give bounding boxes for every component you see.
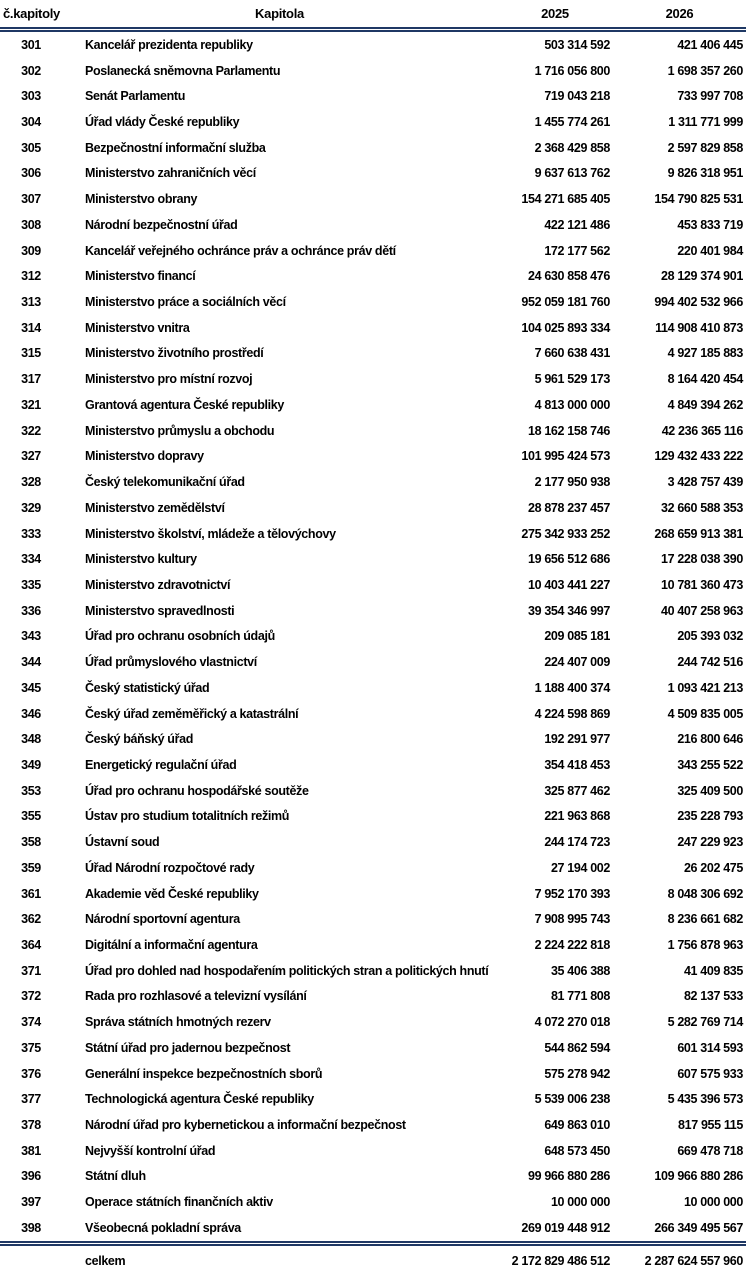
value-2025: 19 656 512 686 bbox=[528, 552, 610, 567]
value-2026: 220 401 984 bbox=[677, 243, 743, 258]
value-2025: 4 072 270 018 bbox=[534, 1015, 610, 1030]
chapter-name: Operace státních finančních aktiv bbox=[85, 1195, 273, 1210]
value-2026: 669 478 718 bbox=[677, 1143, 743, 1158]
chapter-number: 327 bbox=[21, 449, 41, 464]
value-2025: 1 188 400 374 bbox=[534, 680, 610, 695]
chapter-number: 336 bbox=[21, 603, 41, 618]
table-row bbox=[0, 546, 746, 572]
chapter-name: Bezpečnostní informační služba bbox=[85, 140, 266, 155]
chapter-number: 335 bbox=[21, 577, 41, 592]
value-2025: 221 963 868 bbox=[544, 809, 610, 824]
table-row bbox=[0, 598, 746, 624]
table-row bbox=[0, 1189, 746, 1215]
value-2026: 268 659 913 381 bbox=[654, 526, 743, 541]
chapter-name: Ministerstvo průmyslu a obchodu bbox=[85, 423, 275, 438]
table-row bbox=[0, 675, 746, 701]
value-2026: 4 927 185 883 bbox=[667, 346, 743, 361]
chapter-name: Národní sportovní agentura bbox=[85, 912, 240, 927]
value-2025: 648 573 450 bbox=[544, 1143, 610, 1158]
chapter-name: Ministerstvo školství, mládeže a tělovýchovy bbox=[85, 526, 336, 541]
value-2026: 82 137 533 bbox=[683, 989, 743, 1004]
table-row bbox=[0, 186, 746, 212]
chapter-name: Úřad pro ochranu hospodářské soutěže bbox=[85, 783, 309, 798]
value-2026: 8 164 420 454 bbox=[667, 372, 743, 387]
value-2025: 101 995 424 573 bbox=[521, 449, 610, 464]
value-2025: 275 342 933 252 bbox=[521, 526, 610, 541]
value-2026: 205 393 032 bbox=[677, 629, 743, 644]
total-row bbox=[0, 1243, 746, 1276]
value-2026: 8 048 306 692 bbox=[667, 886, 743, 901]
chapter-name: Ministerstvo dopravy bbox=[85, 449, 204, 464]
chapter-number: 398 bbox=[21, 1220, 41, 1235]
chapter-number: 358 bbox=[21, 835, 41, 850]
value-2026: 40 407 258 963 bbox=[661, 603, 743, 618]
chapter-name: Ministerstvo práce a sociálních věcí bbox=[85, 295, 286, 310]
value-2026: 129 432 433 222 bbox=[654, 449, 743, 464]
chapter-name: Ministerstvo pro místní rozvoj bbox=[85, 372, 253, 387]
table-footer bbox=[0, 1243, 746, 1276]
value-2026: 3 428 757 439 bbox=[667, 475, 743, 490]
table-row bbox=[0, 238, 746, 264]
value-2026: 601 314 593 bbox=[677, 1040, 743, 1055]
value-2025: 99 966 880 286 bbox=[528, 1169, 610, 1184]
value-2026: 5 435 396 573 bbox=[667, 1092, 743, 1107]
chapter-number: 314 bbox=[21, 320, 41, 335]
chapter-name: Úřad pro ochranu osobních údajů bbox=[85, 629, 275, 644]
value-2025: 10 000 000 bbox=[550, 1195, 610, 1210]
chapter-number: 377 bbox=[21, 1092, 41, 1107]
value-2026: 10 000 000 bbox=[683, 1195, 743, 1210]
value-2026: 28 129 374 901 bbox=[661, 269, 743, 284]
chapter-number: 376 bbox=[21, 1066, 41, 1081]
value-2026: 1 698 357 260 bbox=[667, 63, 743, 78]
value-2026: 42 236 365 116 bbox=[661, 423, 743, 438]
header-year-2025: 2025 bbox=[497, 0, 613, 30]
value-2026: 325 409 500 bbox=[677, 783, 743, 798]
value-2026: 1 093 421 213 bbox=[667, 680, 743, 695]
value-2026: 421 406 445 bbox=[677, 37, 743, 52]
chapter-number: 301 bbox=[21, 37, 41, 52]
chapter-number: 305 bbox=[21, 140, 41, 155]
value-2026: 10 781 360 473 bbox=[661, 577, 743, 592]
value-2026: 17 228 038 390 bbox=[661, 552, 743, 567]
table-row bbox=[0, 341, 746, 367]
table-row bbox=[0, 1035, 746, 1061]
value-2026: 453 833 719 bbox=[677, 217, 743, 232]
chapter-name: Státní úřad pro jadernou bezpečnost bbox=[85, 1040, 291, 1055]
table-row bbox=[0, 315, 746, 341]
value-2026: 114 908 410 873 bbox=[655, 320, 743, 335]
chapter-number: 345 bbox=[21, 680, 41, 695]
table-row bbox=[0, 932, 746, 958]
table-row bbox=[0, 366, 746, 392]
table-row bbox=[0, 1061, 746, 1087]
table-row bbox=[0, 83, 746, 109]
table-row bbox=[0, 58, 746, 84]
chapter-name: Nejvyšší kontrolní úřad bbox=[85, 1143, 216, 1158]
value-2025: 154 271 685 405 bbox=[521, 192, 610, 207]
table-header bbox=[0, 0, 746, 30]
chapter-number: 359 bbox=[21, 860, 41, 875]
total-value-2025: 2 172 829 486 512 bbox=[497, 1243, 613, 1276]
value-2025: 5 539 006 238 bbox=[534, 1092, 610, 1107]
value-2026: 109 966 880 286 bbox=[654, 1169, 743, 1184]
chapter-name: Úřad Národní rozpočtové rady bbox=[85, 860, 255, 875]
value-2025: 952 059 181 760 bbox=[521, 295, 610, 310]
chapter-number: 349 bbox=[21, 757, 41, 772]
table-row bbox=[0, 469, 746, 495]
value-2025: 4 813 000 000 bbox=[534, 397, 610, 412]
value-2025: 2 177 950 938 bbox=[534, 475, 610, 490]
table-row bbox=[0, 906, 746, 932]
chapter-number: 328 bbox=[21, 475, 41, 490]
table-row bbox=[0, 392, 746, 418]
chapter-number: 397 bbox=[21, 1195, 41, 1210]
table-row bbox=[0, 649, 746, 675]
value-2026: 1 756 878 963 bbox=[667, 938, 743, 953]
chapter-name: Správa státních hmotných rezerv bbox=[85, 1015, 271, 1030]
chapter-name: Ministerstvo financí bbox=[85, 269, 196, 284]
value-2025: 39 354 346 997 bbox=[528, 603, 610, 618]
value-2026: 235 228 793 bbox=[677, 809, 743, 824]
value-2026: 247 229 923 bbox=[677, 835, 743, 850]
chapter-number: 304 bbox=[21, 115, 41, 130]
chapter-name: Ministerstvo vnitra bbox=[85, 320, 190, 335]
chapter-number: 303 bbox=[21, 89, 41, 104]
value-2025: 4 224 598 869 bbox=[534, 706, 610, 721]
value-2026: 607 575 933 bbox=[677, 1066, 743, 1081]
value-2025: 104 025 893 334 bbox=[521, 320, 610, 335]
chapter-number: 361 bbox=[21, 886, 41, 901]
chapter-number: 302 bbox=[21, 63, 41, 78]
table-row bbox=[0, 521, 746, 547]
chapter-number: 355 bbox=[21, 809, 41, 824]
value-2025: 7 908 995 743 bbox=[534, 912, 610, 927]
chapter-name: Ministerstvo životního prostředí bbox=[85, 346, 264, 361]
table-row bbox=[0, 444, 746, 470]
value-2025: 575 278 942 bbox=[544, 1066, 610, 1081]
chapter-name: Všeobecná pokladní správa bbox=[85, 1220, 241, 1235]
chapter-number: 374 bbox=[21, 1015, 41, 1030]
table-row bbox=[0, 135, 746, 161]
chapter-number: 329 bbox=[21, 500, 41, 515]
chapter-number: 306 bbox=[21, 166, 41, 181]
chapter-name: Český úřad zeměměřický a katastrální bbox=[85, 706, 299, 721]
value-2025: 1 716 056 800 bbox=[534, 63, 610, 78]
value-2025: 81 771 808 bbox=[550, 989, 610, 1004]
chapter-number: 334 bbox=[21, 552, 41, 567]
chapter-name: Ústav pro studium totalitních režimů bbox=[85, 809, 290, 824]
value-2025: 354 418 453 bbox=[544, 757, 610, 772]
chapter-number: 375 bbox=[21, 1040, 41, 1055]
table-row bbox=[0, 495, 746, 521]
chapter-name: Ministerstvo kultury bbox=[85, 552, 197, 567]
value-2025: 209 085 181 bbox=[544, 629, 610, 644]
value-2025: 18 162 158 746 bbox=[528, 423, 610, 438]
table-body bbox=[0, 30, 746, 1244]
chapter-name: Energetický regulační úřad bbox=[85, 757, 237, 772]
chapter-number: 364 bbox=[21, 938, 41, 953]
table-row bbox=[0, 212, 746, 238]
value-2025: 503 314 592 bbox=[544, 37, 610, 52]
value-2026: 4 509 835 005 bbox=[667, 706, 743, 721]
table-row bbox=[0, 263, 746, 289]
value-2025: 27 194 002 bbox=[550, 860, 610, 875]
chapter-number: 378 bbox=[21, 1118, 41, 1133]
value-2025: 172 177 562 bbox=[544, 243, 610, 258]
value-2025: 224 407 009 bbox=[544, 655, 610, 670]
chapter-name: Ústavní soud bbox=[85, 835, 160, 850]
chapter-number: 346 bbox=[21, 706, 41, 721]
value-2026: 26 202 475 bbox=[683, 860, 743, 875]
value-2025: 544 862 594 bbox=[544, 1040, 610, 1055]
chapter-name: Ministerstvo zahraničních věcí bbox=[85, 166, 256, 181]
table-row bbox=[0, 1138, 746, 1164]
table-row bbox=[0, 752, 746, 778]
table-row bbox=[0, 30, 746, 58]
chapter-number: 343 bbox=[21, 629, 41, 644]
header-year-2026: 2026 bbox=[613, 0, 746, 30]
chapter-name: Český telekomunikační úřad bbox=[85, 475, 245, 490]
value-2025: 325 877 462 bbox=[544, 783, 610, 798]
chapter-name: Generální inspekce bezpečnostních sborů bbox=[85, 1066, 323, 1081]
chapter-name: Ministerstvo zdravotnictví bbox=[85, 577, 231, 592]
chapter-number: 348 bbox=[21, 732, 41, 747]
header-chapter-number: č.kapitoly bbox=[0, 0, 62, 30]
table-row bbox=[0, 984, 746, 1010]
value-2025: 2 368 429 858 bbox=[534, 140, 610, 155]
value-2026: 9 826 318 951 bbox=[667, 166, 743, 181]
value-2026: 216 800 646 bbox=[677, 732, 743, 747]
value-2026: 994 402 532 966 bbox=[654, 295, 743, 310]
chapter-number: 313 bbox=[21, 295, 41, 310]
chapter-number: 321 bbox=[21, 397, 41, 412]
value-2026: 154 790 825 531 bbox=[654, 192, 743, 207]
value-2026: 32 660 588 353 bbox=[661, 500, 743, 515]
chapter-name: Grantová agentura České republiky bbox=[85, 397, 284, 412]
chapter-name: Národní bezpečnostní úřad bbox=[85, 217, 238, 232]
chapter-number: 372 bbox=[21, 989, 41, 1004]
table-row bbox=[0, 109, 746, 135]
chapter-number: 353 bbox=[21, 783, 41, 798]
header-chapter-name: Kapitola bbox=[62, 0, 497, 30]
chapter-name: Kancelář prezidenta republiky bbox=[85, 37, 253, 52]
value-2025: 7 952 170 393 bbox=[534, 886, 610, 901]
value-2026: 244 742 516 bbox=[677, 655, 743, 670]
chapter-name: Kancelář veřejného ochránce práv a ochránce práv dětí bbox=[85, 243, 396, 258]
chapter-name: Ministerstvo obrany bbox=[85, 192, 198, 207]
value-2025: 10 403 441 227 bbox=[528, 577, 610, 592]
table-row bbox=[0, 804, 746, 830]
chapter-number: 312 bbox=[21, 269, 41, 284]
value-2026: 4 849 394 262 bbox=[667, 397, 743, 412]
value-2025: 7 660 638 431 bbox=[534, 346, 610, 361]
chapter-name: Akademie věd České republiky bbox=[85, 886, 259, 901]
table-row bbox=[0, 1086, 746, 1112]
value-2026: 2 597 829 858 bbox=[667, 140, 743, 155]
chapter-name: Ministerstvo zemědělství bbox=[85, 500, 225, 515]
chapter-name: Český báňský úřad bbox=[85, 732, 193, 747]
chapter-name: Rada pro rozhlasové a televizní vysílání bbox=[85, 989, 307, 1004]
chapter-number: 322 bbox=[21, 423, 41, 438]
table-row bbox=[0, 958, 746, 984]
chapter-number: 396 bbox=[21, 1169, 41, 1184]
total-empty-cell bbox=[0, 1243, 62, 1276]
chapter-number: 307 bbox=[21, 192, 41, 207]
value-2025: 9 637 613 762 bbox=[534, 166, 610, 181]
chapter-name: Úřad pro dohled nad hospodařením politických stran a politických hnutí bbox=[85, 963, 489, 978]
table-row bbox=[0, 855, 746, 881]
total-value-2026: 2 287 624 557 960 bbox=[613, 1243, 746, 1276]
value-2026: 1 311 771 999 bbox=[668, 115, 743, 130]
table-row bbox=[0, 1112, 746, 1138]
value-2025: 5 961 529 173 bbox=[534, 372, 610, 387]
chapter-number: 315 bbox=[21, 346, 41, 361]
value-2025: 244 174 723 bbox=[544, 835, 610, 850]
chapter-name: Digitální a informační agentura bbox=[85, 938, 258, 953]
chapter-name: Český statistický úřad bbox=[85, 680, 210, 695]
chapter-name: Technologická agentura České republiky bbox=[85, 1092, 314, 1107]
value-2025: 649 863 010 bbox=[544, 1118, 610, 1133]
value-2026: 41 409 835 bbox=[683, 963, 743, 978]
table-row bbox=[0, 1215, 746, 1243]
table-row bbox=[0, 1164, 746, 1190]
total-label: celkem bbox=[62, 1243, 497, 1276]
table-row bbox=[0, 778, 746, 804]
value-2025: 422 121 486 bbox=[544, 217, 610, 232]
table-row bbox=[0, 572, 746, 598]
chapter-name: Ministerstvo spravedlnosti bbox=[85, 603, 235, 618]
chapter-name: Státní dluh bbox=[85, 1169, 146, 1184]
chapter-name: Úřad průmyslového vlastnictví bbox=[85, 655, 257, 670]
value-2025: 28 878 237 457 bbox=[528, 500, 610, 515]
chapter-number: 308 bbox=[21, 217, 41, 232]
value-2025: 2 224 222 818 bbox=[534, 938, 610, 953]
chapter-name: Senát Parlamentu bbox=[85, 89, 185, 104]
value-2026: 5 282 769 714 bbox=[667, 1015, 743, 1030]
value-2026: 817 955 115 bbox=[678, 1118, 743, 1133]
chapter-number: 309 bbox=[21, 243, 41, 258]
value-2026: 266 349 495 567 bbox=[654, 1220, 743, 1235]
table-row bbox=[0, 881, 746, 907]
value-2025: 1 455 774 261 bbox=[534, 115, 610, 130]
chapter-name: Národní úřad pro kybernetickou a informační bezpečnost bbox=[85, 1118, 406, 1133]
value-2026: 733 997 708 bbox=[677, 89, 743, 104]
value-2025: 192 291 977 bbox=[544, 732, 610, 747]
table-row bbox=[0, 161, 746, 187]
chapter-name: Poslanecká sněmovna Parlamentu bbox=[85, 63, 281, 78]
table-row bbox=[0, 1009, 746, 1035]
table-row bbox=[0, 624, 746, 650]
value-2025: 269 019 448 912 bbox=[521, 1220, 610, 1235]
table-row bbox=[0, 726, 746, 752]
chapter-name: Úřad vlády České republiky bbox=[85, 115, 240, 130]
chapter-number: 344 bbox=[21, 655, 41, 670]
value-2025: 24 630 858 476 bbox=[528, 269, 610, 284]
value-2026: 8 236 661 682 bbox=[667, 912, 743, 927]
value-2025: 35 406 388 bbox=[550, 963, 610, 978]
chapter-number: 317 bbox=[21, 372, 41, 387]
chapter-number: 381 bbox=[21, 1143, 41, 1158]
table-row bbox=[0, 418, 746, 444]
value-2025: 719 043 218 bbox=[544, 89, 610, 104]
table-row bbox=[0, 289, 746, 315]
chapter-number: 362 bbox=[21, 912, 41, 927]
table-row bbox=[0, 701, 746, 727]
chapter-number: 333 bbox=[21, 526, 41, 541]
value-2026: 343 255 522 bbox=[677, 757, 743, 772]
table-row bbox=[0, 829, 746, 855]
chapter-number: 371 bbox=[21, 963, 41, 978]
